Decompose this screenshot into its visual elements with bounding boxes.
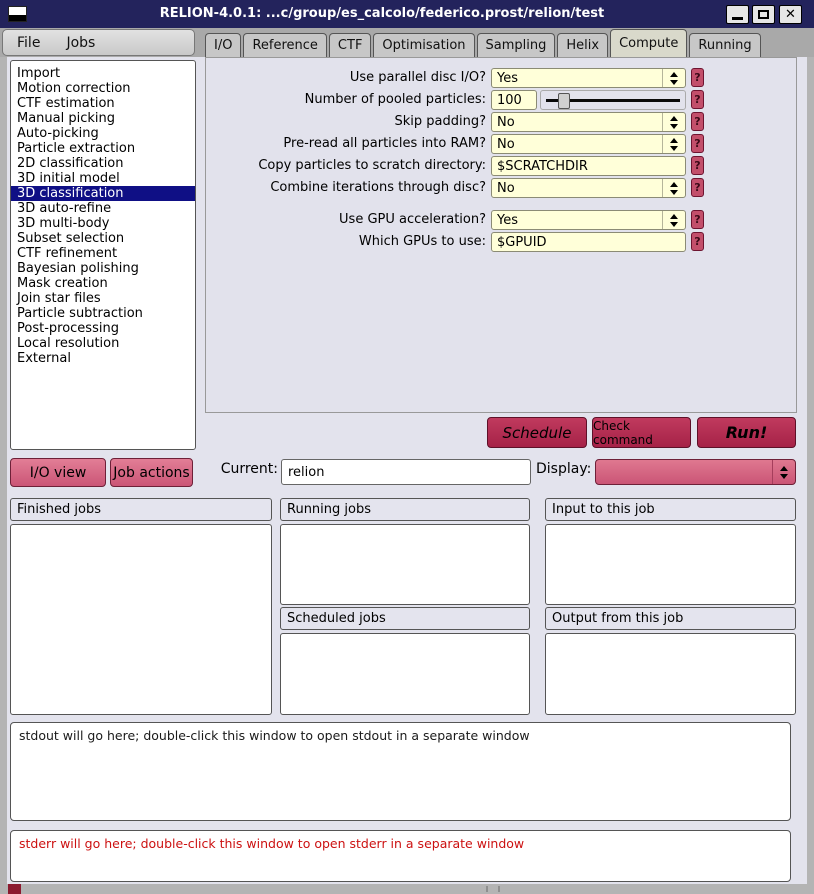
choice-spinner-icon-0 (662, 69, 685, 87)
choice-value-2: No (497, 114, 515, 130)
tab-ctf[interactable]: CTF (329, 33, 372, 57)
job-type-motion-correction[interactable]: Motion correction (17, 81, 131, 96)
output-from-job-header: Output from this job (545, 607, 796, 630)
form-label-6: Use GPU acceleration? (339, 212, 486, 227)
job-type-import[interactable]: Import (17, 66, 61, 81)
form-row-1 (206, 90, 796, 110)
input-to-job-header: Input to this job (545, 498, 796, 521)
job-type-manual-picking[interactable]: Manual picking (17, 111, 116, 126)
minimize-button[interactable] (726, 5, 749, 24)
help-button-0[interactable]: ? (691, 68, 704, 87)
display-spinner-icon (772, 460, 795, 484)
choice-spinner-icon-3 (662, 135, 685, 153)
choice-field-6[interactable] (491, 210, 686, 230)
choice-field-0[interactable] (491, 68, 686, 88)
job-type-3d-auto-refine[interactable]: 3D auto-refine (17, 201, 112, 216)
finished-jobs-header: Finished jobs (10, 498, 272, 521)
choice-field-3[interactable] (491, 134, 686, 154)
form-row-7 (206, 232, 796, 252)
input-to-job-list[interactable] (545, 524, 796, 605)
job-type-list[interactable] (10, 60, 196, 450)
menu-item-jobs[interactable]: Jobs (66, 34, 96, 51)
form-label-0: Use parallel disc I/O? (349, 70, 486, 85)
run-button[interactable]: Run! (697, 417, 796, 448)
text-value-7: $GPUID (497, 234, 547, 250)
maximize-button[interactable] (752, 5, 775, 24)
close-button[interactable] (779, 5, 802, 24)
tab-optimisation[interactable]: Optimisation (373, 33, 474, 57)
check-command-button[interactable]: Check command (592, 417, 691, 448)
form-row-2 (206, 112, 796, 132)
window-resize-corner[interactable] (8, 884, 21, 894)
text-value-4: $SCRATCHDIR (497, 158, 588, 174)
menu-item-file[interactable]: File (17, 34, 41, 51)
job-type-particle-subtraction[interactable]: Particle subtraction (17, 306, 143, 321)
number-field-1[interactable] (491, 90, 537, 110)
job-type-3d-classification[interactable]: 3D classification (11, 186, 195, 201)
running-jobs-list[interactable] (280, 524, 530, 605)
finished-jobs-list[interactable] (10, 524, 272, 715)
help-button-5[interactable]: ? (691, 178, 704, 197)
job-actions-button[interactable]: Job actions (110, 458, 193, 487)
compute-tab-panel (205, 57, 797, 413)
form-row-5 (206, 178, 796, 198)
tab-reference[interactable]: Reference (243, 33, 326, 57)
tab-bar (205, 28, 761, 57)
job-type-auto-picking[interactable]: Auto-picking (17, 126, 99, 141)
text-field-4[interactable] (491, 156, 686, 176)
job-type-post-processing[interactable]: Post-processing (17, 321, 119, 336)
choice-value-6: Yes (497, 212, 518, 228)
slider-1[interactable] (540, 90, 686, 110)
form-row-0 (206, 68, 796, 88)
window-resize-grip[interactable] (486, 886, 500, 892)
close-icon: ✕ (785, 7, 796, 22)
form-label-5: Combine iterations through disc? (270, 180, 486, 195)
choice-value-5: No (497, 180, 515, 196)
tab-i-o[interactable]: I/O (205, 33, 241, 57)
io-view-button[interactable]: I/O view (10, 458, 106, 487)
maximize-icon (758, 10, 769, 19)
choice-spinner-icon-6 (662, 211, 685, 229)
stderr-window[interactable]: stderr will go here; double-click this window to open stderr in a separate window (10, 830, 791, 882)
choice-field-2[interactable] (491, 112, 686, 132)
form-row-4 (206, 156, 796, 176)
form-row-3 (206, 134, 796, 154)
job-type-bayesian-polishing[interactable]: Bayesian polishing (17, 261, 139, 276)
schedule-button[interactable]: Schedule (487, 417, 587, 448)
choice-spinner-icon-5 (662, 179, 685, 197)
job-type-ctf-refinement[interactable]: CTF refinement (17, 246, 118, 261)
slider-handle-1[interactable] (558, 93, 570, 109)
choice-value-3: No (497, 136, 515, 152)
choice-field-5[interactable] (491, 178, 686, 198)
display-select[interactable] (595, 459, 796, 485)
choice-value-0: Yes (497, 70, 518, 86)
output-from-job-list[interactable] (545, 633, 796, 715)
form-label-7: Which GPUs to use: (358, 234, 486, 249)
current-project-input[interactable]: relion (281, 459, 531, 485)
display-label: Display: (536, 461, 592, 477)
form-label-2: Skip padding? (394, 114, 486, 129)
tab-helix[interactable]: Helix (557, 33, 608, 57)
tab-compute[interactable]: Compute (610, 29, 687, 57)
minimize-icon (732, 17, 743, 20)
help-button-4[interactable]: ? (691, 156, 704, 175)
text-field-7[interactable] (491, 232, 686, 252)
job-type-join-star-files[interactable]: Join star files (17, 291, 101, 306)
choice-spinner-icon-2 (662, 113, 685, 131)
help-button-3[interactable]: ? (691, 134, 704, 153)
running-jobs-header: Running jobs (280, 498, 530, 521)
help-button-1[interactable]: ? (691, 90, 704, 109)
job-type-local-resolution[interactable]: Local resolution (17, 336, 120, 351)
job-type-mask-creation[interactable]: Mask creation (17, 276, 108, 291)
window-title: RELION-4.0.1: ...c/group/es_calcolo/federico.prost/relion/test (159, 6, 605, 21)
tab-sampling[interactable]: Sampling (477, 33, 556, 57)
job-type-particle-extraction[interactable]: Particle extraction (17, 141, 136, 156)
help-button-6[interactable]: ? (691, 210, 704, 229)
form-label-4: Copy particles to scratch directory: (258, 158, 486, 173)
job-type-2d-classification[interactable]: 2D classification (17, 156, 124, 171)
stdout-window[interactable]: stdout will go here; double-click this window to open stdout in a separate window (10, 722, 791, 821)
scheduled-jobs-list[interactable] (280, 633, 530, 715)
job-type-subset-selection[interactable]: Subset selection (17, 231, 125, 246)
number-value-1: 100 (497, 92, 522, 108)
form-label-3: Pre-read all particles into RAM? (283, 136, 486, 151)
form-label-1: Number of pooled particles: (304, 92, 486, 107)
help-button-2[interactable]: ? (691, 112, 704, 131)
menu-bar (2, 29, 195, 56)
current-label: Current: (220, 461, 278, 477)
tab-running[interactable]: Running (689, 33, 760, 57)
title-bar[interactable] (0, 0, 814, 29)
app-icon (8, 6, 27, 22)
job-type-3d-multi-body[interactable]: 3D multi-body (17, 216, 110, 231)
header-strip (0, 28, 814, 57)
help-button-7[interactable]: ? (691, 232, 704, 251)
job-type-3d-initial-model[interactable]: 3D initial model (17, 171, 120, 186)
scheduled-jobs-header: Scheduled jobs (280, 607, 530, 630)
form-row-6 (206, 210, 796, 230)
job-type-external[interactable]: External (17, 351, 71, 366)
job-type-ctf-estimation[interactable]: CTF estimation (17, 96, 115, 111)
